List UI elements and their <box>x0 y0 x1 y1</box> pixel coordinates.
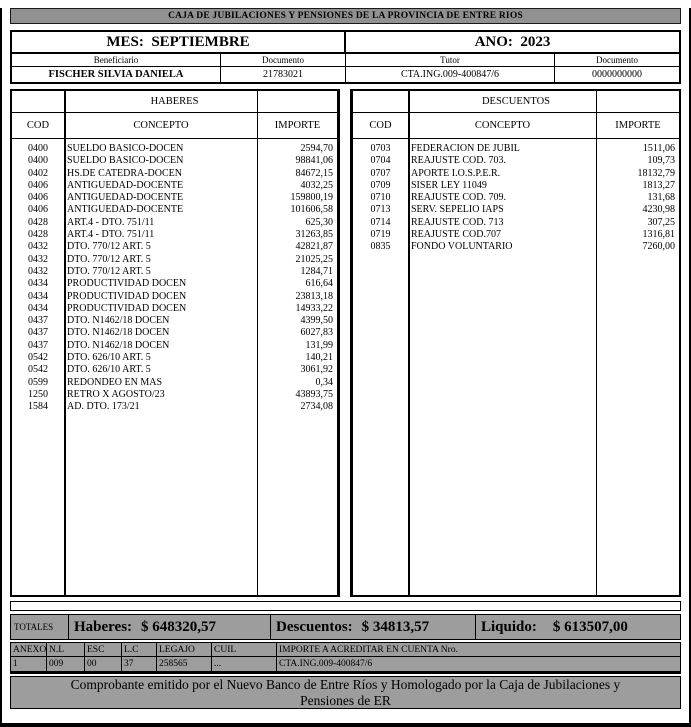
year-cell: ANO: 2023 <box>474 33 551 50</box>
concepto-header: CONCEPTO <box>133 120 189 131</box>
column-divider <box>257 91 259 595</box>
table-row <box>12 340 337 352</box>
table-cell: 0432 <box>28 241 48 253</box>
table-cell: 0428 <box>28 229 48 241</box>
beneficiary-name: FISCHER SILVIA DANIELA <box>12 67 221 82</box>
table-row <box>353 229 679 241</box>
table-cell: 43893,75 <box>295 388 333 400</box>
table-cell: FEDERACION DE JUBIL <box>411 143 520 154</box>
table-cell: 0400 <box>28 143 48 154</box>
table-cell: ANTIGUEDAD-DOCENTE <box>67 204 184 216</box>
table-cell: SUELDO BASICO-DOCEN <box>67 143 184 154</box>
table-cell: 0710 <box>370 192 391 204</box>
haberes-column-headers <box>12 113 337 139</box>
table-row <box>353 143 679 155</box>
table-cell: 4399,50 <box>300 315 333 327</box>
table-cell: DTO. 626/10 ART. 5 <box>67 364 151 376</box>
table-row <box>12 241 337 253</box>
table-cell: 0428 <box>28 216 48 228</box>
column-divider <box>64 91 66 595</box>
table-row <box>353 192 679 204</box>
document-title: CAJA DE JUBILACIONES Y PENSIONES DE LA PROVINCIA DE ENTRE RIOS <box>168 11 523 21</box>
footer-note <box>10 676 681 709</box>
table-cell: PRODUCTIVIDAD DOCEN <box>67 290 187 302</box>
table-cell: DTO. 770/12 ART. 5 <box>67 265 151 277</box>
table-cell: 0406 <box>28 179 48 191</box>
importe-header: IMPORTE <box>274 120 321 131</box>
table-cell: 1316,81 <box>642 229 675 241</box>
totals-descuentos <box>271 615 476 639</box>
table-cell: 0713 <box>370 204 391 216</box>
tutor-document-value: 0000000000 <box>592 69 642 80</box>
table-cell: 1250 <box>28 388 48 400</box>
nl-label: N.L <box>47 643 85 656</box>
table-cell: ANTIGUEDAD-DOCENTE <box>67 192 184 204</box>
table-row <box>12 401 337 413</box>
table-cell: REDONDEO EN MAS <box>67 376 162 388</box>
haberes-section-title: HABERES <box>12 91 337 113</box>
table-cell: SERV. SEPELIO IAPS <box>411 204 504 216</box>
table-cell: ART.4 - DTO. 751/11 <box>67 216 155 228</box>
table-cell: 0542 <box>28 352 48 364</box>
table-cell: 42821,87 <box>295 241 333 253</box>
table-cell: DTO. N1462/18 DOCEN <box>67 327 170 339</box>
table-cell: 0406 <box>28 204 48 216</box>
table-cell: DTO. N1462/18 DOCEN <box>67 339 170 351</box>
table-row <box>12 303 337 315</box>
table-cell: REAJUSTE COD. 703. <box>411 155 507 167</box>
descuentos-table <box>351 89 681 597</box>
totals-haberes-value: $ 648320,57 <box>141 618 217 635</box>
table-cell: 307,25 <box>647 216 675 228</box>
cod-header: COD <box>369 120 392 131</box>
table-row <box>12 168 337 180</box>
descuentos-section-title: DESCUENTOS <box>353 91 679 113</box>
table-cell: 1284,71 <box>300 265 333 277</box>
table-cell: FONDO VOLUNTARIO <box>411 241 513 253</box>
table-cell: 1511,06 <box>642 143 675 154</box>
totals-label: TOTALES <box>11 615 69 639</box>
table-cell: DTO. 626/10 ART. 5 <box>67 352 151 364</box>
table-cell: RETRO X AGOSTO/23 <box>67 388 165 400</box>
table-gap-divider <box>339 89 351 597</box>
table-cell: 84672,15 <box>295 167 333 179</box>
tutor-label: Tutor <box>346 54 555 66</box>
table-cell: HS.DE CATEDRA-DOCEN <box>67 167 182 179</box>
table-cell: 18132,79 <box>637 167 675 179</box>
table-cell: 0406 <box>28 192 48 204</box>
nl-value: 009 <box>47 657 85 671</box>
lc-label: L.C <box>122 643 157 656</box>
table-cell: 4230,98 <box>642 204 675 216</box>
legajo-value: 258565 <box>157 657 212 671</box>
table-cell: REAJUSTE COD. 709. <box>411 192 507 204</box>
table-cell: 616,64 <box>305 278 333 290</box>
table-cell: 23813,18 <box>295 290 333 302</box>
table-row <box>353 241 679 253</box>
table-cell: 7260,00 <box>642 241 675 253</box>
table-cell: 3061,92 <box>300 364 333 376</box>
period-row <box>12 32 679 54</box>
table-cell: 6027,83 <box>300 327 333 339</box>
table-cell: ART.4 - DTO. 751/11 <box>67 229 155 241</box>
table-cell: 0709 <box>370 179 391 191</box>
table-cell: 0434 <box>28 302 48 314</box>
table-cell: SUELDO BASICO-DOCEN <box>67 155 184 167</box>
table-cell: DTO. N1462/18 DOCEN <box>67 315 170 327</box>
totals-bar <box>10 614 681 640</box>
totals-descuentos-label: Descuentos: <box>276 618 353 635</box>
table-row <box>12 377 337 389</box>
table-row <box>12 364 337 376</box>
tutor-documento-label: Documento <box>596 55 638 65</box>
table-cell: PRODUCTIVIDAD DOCEN <box>67 302 187 314</box>
anexo-value: 1 <box>11 657 47 671</box>
table-cell: 0714 <box>370 216 391 228</box>
table-row <box>12 278 337 290</box>
totals-haberes <box>69 615 271 639</box>
table-cell: 0703 <box>370 143 391 154</box>
totals-liquido-value: $ 613507,00 <box>552 618 628 635</box>
table-row <box>12 254 337 266</box>
table-cell: 0599 <box>28 376 48 388</box>
earnings-deductions-section <box>10 89 681 597</box>
beneficiary-labels-row <box>12 54 679 67</box>
table-cell: 625,30 <box>305 216 333 228</box>
table-cell: 1813,27 <box>642 179 675 191</box>
totals-liquido-label: Liquido: <box>481 618 537 635</box>
anexo-table <box>10 642 681 674</box>
anexo-values-row <box>11 657 680 671</box>
table-row <box>12 291 337 303</box>
anexo-header-row <box>11 643 680 657</box>
table-cell: 0402 <box>28 167 48 179</box>
anexo-label: ANEXO <box>13 644 47 655</box>
table-cell: PRODUCTIVIDAD DOCEN <box>67 278 187 290</box>
haberes-table <box>10 89 339 597</box>
table-cell: APORTE I.O.S.P.E.R. <box>411 167 501 179</box>
table-cell: 0704 <box>370 155 391 167</box>
table-cell: 0707 <box>370 167 391 179</box>
table-cell: SISER LEY 11049 <box>411 179 487 191</box>
empty-strip <box>10 601 681 611</box>
table-cell: ANTIGUEDAD-DOCENTE <box>67 179 184 191</box>
table-cell: 0,34 <box>315 376 333 388</box>
table-cell: 4032,25 <box>300 179 333 191</box>
table-cell: 0835 <box>370 241 391 253</box>
table-row <box>12 229 337 241</box>
table-cell: 1584 <box>28 401 48 413</box>
column-divider <box>596 91 598 595</box>
table-row <box>12 143 337 155</box>
table-cell: DTO. 770/12 ART. 5 <box>67 253 151 265</box>
table-cell: DTO. 770/12 ART. 5 <box>67 241 151 253</box>
table-cell: 0719 <box>370 229 391 241</box>
table-row <box>353 180 679 192</box>
month-cell: MES: SEPTIEMBRE <box>12 32 346 52</box>
table-row <box>12 315 337 327</box>
table-row <box>12 180 337 192</box>
totals-liquido <box>476 615 680 639</box>
table-cell: 21025,25 <box>295 253 333 265</box>
table-cell: 159800,19 <box>290 192 333 204</box>
beneficiario-label: Beneficiario <box>12 54 221 66</box>
concepto-header: CONCEPTO <box>474 120 531 131</box>
table-cell: REAJUSTE COD. 713 <box>411 216 504 228</box>
table-row <box>12 352 337 364</box>
table-cell: 0437 <box>28 339 48 351</box>
table-row <box>12 204 337 216</box>
document-title-bar <box>10 8 681 24</box>
table-cell: 0437 <box>28 327 48 339</box>
table-cell: 131,68 <box>647 192 675 204</box>
tutor-value: CTA.ING.009-400847/6 <box>346 67 555 82</box>
table-cell: 131,99 <box>305 339 333 351</box>
table-cell: 31263,85 <box>295 229 333 241</box>
table-cell: 2734,08 <box>300 401 333 413</box>
haberes-rows <box>12 139 337 595</box>
lc-value: 37 <box>122 657 157 671</box>
table-cell: 109,73 <box>647 155 675 167</box>
pay-stub-document <box>0 8 691 727</box>
period-beneficiary-box <box>10 30 681 84</box>
table-cell: 0432 <box>28 265 48 277</box>
table-cell: 0432 <box>28 253 48 265</box>
table-cell: 0542 <box>28 364 48 376</box>
descuentos-column-headers <box>353 113 679 139</box>
table-cell: 0400 <box>28 155 48 167</box>
table-cell: AD. DTO. 173/21 <box>67 401 140 413</box>
table-cell: 140,21 <box>305 352 333 364</box>
table-cell: 2594,70 <box>300 143 333 154</box>
cuenta-value: CTA.ING.009-400847/6 <box>279 659 373 669</box>
beneficiary-document: 21783021 <box>221 67 346 82</box>
table-cell: 0434 <box>28 278 48 290</box>
table-row <box>12 327 337 339</box>
esc-label: ESC <box>85 643 122 656</box>
importe-header: IMPORTE <box>615 120 661 131</box>
table-cell: 98841,06 <box>295 155 333 167</box>
totals-haberes-label: Haberes: <box>74 618 133 635</box>
table-row <box>12 389 337 401</box>
table-row <box>353 204 679 216</box>
table-row <box>12 217 337 229</box>
cuenta-label: IMPORTE A ACREDITAR EN CUENTA Nro. <box>279 644 458 655</box>
legajo-label: LEGAJO <box>157 643 212 656</box>
cuil-value: ... <box>212 657 277 671</box>
table-cell: REAJUSTE COD.707 <box>411 229 502 241</box>
beneficiary-values-row <box>12 67 679 82</box>
table-row <box>353 168 679 180</box>
table-cell: 0434 <box>28 290 48 302</box>
table-cell: 101606,58 <box>290 204 333 216</box>
table-cell: 14933,22 <box>295 302 333 314</box>
table-row <box>12 155 337 167</box>
footer-text: Comprobante emitido por el Nuevo Banco de Entre Ríos y Homologado por la Caja de Jubilaciones y Pensiones de ER <box>70 676 621 708</box>
table-row <box>12 266 337 278</box>
cuil-label: CUIL <box>212 643 277 656</box>
table-row <box>353 217 679 229</box>
table-row <box>353 155 679 167</box>
table-row <box>12 192 337 204</box>
table-cell: 0437 <box>28 315 48 327</box>
cod-header: COD <box>26 120 50 131</box>
documento-label: Documento <box>221 54 346 66</box>
totals-descuentos-value: $ 34813,57 <box>361 618 430 635</box>
esc-value: 00 <box>85 657 122 671</box>
column-divider <box>408 91 410 595</box>
descuentos-rows <box>353 139 679 595</box>
